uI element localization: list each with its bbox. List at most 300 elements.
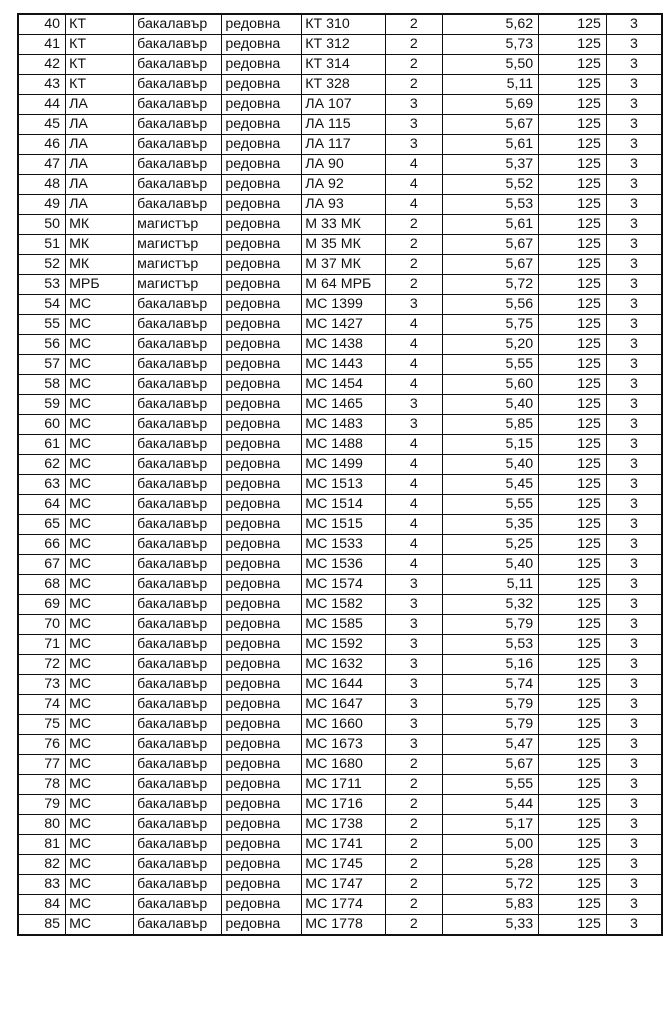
category-cell: 3 [606, 735, 662, 755]
table-row [18, 115, 662, 135]
grade-cell: 5,16 [442, 655, 538, 675]
table-row [18, 155, 662, 175]
course-year-cell: 4 [385, 455, 442, 475]
grade-cell: 5,28 [442, 855, 538, 875]
table-row [18, 855, 662, 875]
study-form-cell: редовна [222, 35, 302, 55]
category-cell: 3 [606, 175, 662, 195]
row-number-cell: 44 [18, 95, 66, 115]
row-number-cell: 63 [18, 475, 66, 495]
category-cell: 3 [606, 755, 662, 775]
student-id-cell: МС 1513 [302, 475, 385, 495]
student-id-cell: МС 1711 [302, 775, 385, 795]
program-code-cell: ЛА [66, 115, 134, 135]
course-year-cell: 2 [385, 14, 442, 35]
grade-cell: 5,61 [442, 215, 538, 235]
grade-cell: 5,61 [442, 135, 538, 155]
table-row [18, 635, 662, 655]
student-id-cell: МС 1427 [302, 315, 385, 335]
course-year-cell: 2 [385, 75, 442, 95]
program-code-cell: МК [66, 235, 134, 255]
study-form-cell: редовна [222, 315, 302, 335]
grade-cell: 5,55 [442, 355, 538, 375]
program-code-cell: ЛА [66, 95, 134, 115]
program-code-cell: МС [66, 795, 134, 815]
degree-cell: бакалавър [134, 455, 222, 475]
student-id-cell: МС 1680 [302, 755, 385, 775]
row-number-cell: 52 [18, 255, 66, 275]
student-id-cell: М 64 МРБ [302, 275, 385, 295]
category-cell: 3 [606, 655, 662, 675]
student-id-cell: МС 1592 [302, 635, 385, 655]
row-number-cell: 60 [18, 415, 66, 435]
course-year-cell: 3 [385, 715, 442, 735]
student-id-cell: М 33 МК [302, 215, 385, 235]
study-form-cell: редовна [222, 255, 302, 275]
amount-cell: 125 [539, 275, 607, 295]
student-id-cell: МС 1465 [302, 395, 385, 415]
degree-cell: бакалавър [134, 915, 222, 936]
student-id-cell: МС 1536 [302, 555, 385, 575]
course-year-cell: 4 [385, 435, 442, 455]
course-year-cell: 3 [385, 135, 442, 155]
student-id-cell: ЛА 92 [302, 175, 385, 195]
category-cell: 3 [606, 355, 662, 375]
amount-cell: 125 [539, 295, 607, 315]
student-id-cell: МС 1745 [302, 855, 385, 875]
table-row [18, 335, 662, 355]
table-row [18, 615, 662, 635]
table-row [18, 755, 662, 775]
category-cell: 3 [606, 14, 662, 35]
course-year-cell: 4 [385, 335, 442, 355]
study-form-cell: редовна [222, 195, 302, 215]
amount-cell: 125 [539, 655, 607, 675]
amount-cell: 125 [539, 475, 607, 495]
category-cell: 3 [606, 615, 662, 635]
program-code-cell: МС [66, 475, 134, 495]
table-row [18, 795, 662, 815]
grade-cell: 5,79 [442, 715, 538, 735]
amount-cell: 125 [539, 75, 607, 95]
category-cell: 3 [606, 635, 662, 655]
study-form-cell: редовна [222, 915, 302, 936]
student-id-cell: МС 1438 [302, 335, 385, 355]
row-number-cell: 73 [18, 675, 66, 695]
table-row [18, 895, 662, 915]
study-form-cell: редовна [222, 815, 302, 835]
table-row [18, 235, 662, 255]
table-row [18, 495, 662, 515]
row-number-cell: 49 [18, 195, 66, 215]
degree-cell: бакалавър [134, 595, 222, 615]
study-form-cell: редовна [222, 335, 302, 355]
student-id-cell: МС 1585 [302, 615, 385, 635]
grade-cell: 5,62 [442, 14, 538, 35]
program-code-cell: МК [66, 215, 134, 235]
category-cell: 3 [606, 575, 662, 595]
grade-cell: 5,75 [442, 315, 538, 335]
table-row [18, 175, 662, 195]
degree-cell: бакалавър [134, 555, 222, 575]
study-form-cell: редовна [222, 235, 302, 255]
row-number-cell: 81 [18, 835, 66, 855]
grade-cell: 5,72 [442, 275, 538, 295]
program-code-cell: МС [66, 575, 134, 595]
table-row [18, 95, 662, 115]
student-id-cell: МС 1774 [302, 895, 385, 915]
degree-cell: бакалавър [134, 435, 222, 455]
student-id-cell: КТ 312 [302, 35, 385, 55]
amount-cell: 125 [539, 595, 607, 615]
study-form-cell: редовна [222, 435, 302, 455]
program-code-cell: МК [66, 255, 134, 275]
row-number-cell: 69 [18, 595, 66, 615]
program-code-cell: МС [66, 375, 134, 395]
study-form-cell: редовна [222, 155, 302, 175]
course-year-cell: 2 [385, 795, 442, 815]
degree-cell: бакалавър [134, 35, 222, 55]
study-form-cell: редовна [222, 795, 302, 815]
student-id-cell: МС 1454 [302, 375, 385, 395]
category-cell: 3 [606, 555, 662, 575]
program-code-cell: МС [66, 555, 134, 575]
study-form-cell: редовна [222, 695, 302, 715]
amount-cell: 125 [539, 235, 607, 255]
category-cell: 3 [606, 675, 662, 695]
course-year-cell: 2 [385, 55, 442, 75]
student-id-cell: МС 1673 [302, 735, 385, 755]
grade-cell: 5,67 [442, 115, 538, 135]
degree-cell: бакалавър [134, 755, 222, 775]
category-cell: 3 [606, 535, 662, 555]
row-number-cell: 76 [18, 735, 66, 755]
program-code-cell: МС [66, 415, 134, 435]
category-cell: 3 [606, 795, 662, 815]
table-row [18, 375, 662, 395]
grade-cell: 5,56 [442, 295, 538, 315]
category-cell: 3 [606, 235, 662, 255]
grade-cell: 5,11 [442, 575, 538, 595]
study-form-cell: редовна [222, 595, 302, 615]
category-cell: 3 [606, 835, 662, 855]
degree-cell: бакалавър [134, 515, 222, 535]
course-year-cell: 4 [385, 355, 442, 375]
degree-cell: бакалавър [134, 14, 222, 35]
amount-cell: 125 [539, 815, 607, 835]
table-row [18, 555, 662, 575]
amount-cell: 125 [539, 535, 607, 555]
degree-cell: бакалавър [134, 535, 222, 555]
program-code-cell: МС [66, 355, 134, 375]
amount-cell: 125 [539, 495, 607, 515]
grade-cell: 5,25 [442, 535, 538, 555]
row-number-cell: 64 [18, 495, 66, 515]
category-cell: 3 [606, 195, 662, 215]
row-number-cell: 51 [18, 235, 66, 255]
amount-cell: 125 [539, 875, 607, 895]
amount-cell: 125 [539, 775, 607, 795]
program-code-cell: МС [66, 675, 134, 695]
grade-cell: 5,74 [442, 675, 538, 695]
student-id-cell: МС 1747 [302, 875, 385, 895]
program-code-cell: МС [66, 535, 134, 555]
course-year-cell: 3 [385, 575, 442, 595]
degree-cell: бакалавър [134, 135, 222, 155]
student-id-cell: МС 1716 [302, 795, 385, 815]
student-id-cell: КТ 314 [302, 55, 385, 75]
study-form-cell: редовна [222, 475, 302, 495]
study-form-cell: редовна [222, 835, 302, 855]
table-row [18, 55, 662, 75]
study-form-cell: редовна [222, 295, 302, 315]
category-cell: 3 [606, 715, 662, 735]
degree-cell: бакалавър [134, 355, 222, 375]
degree-cell: магистър [134, 235, 222, 255]
student-id-cell: МС 1582 [302, 595, 385, 615]
table-row [18, 455, 662, 475]
grade-cell: 5,60 [442, 375, 538, 395]
row-number-cell: 79 [18, 795, 66, 815]
student-id-cell: КТ 310 [302, 14, 385, 35]
degree-cell: бакалавър [134, 335, 222, 355]
study-form-cell: редовна [222, 855, 302, 875]
table-row [18, 355, 662, 375]
grade-cell: 5,47 [442, 735, 538, 755]
table-row [18, 435, 662, 455]
degree-cell: бакалавър [134, 575, 222, 595]
study-form-cell: редовна [222, 575, 302, 595]
study-form-cell: редовна [222, 395, 302, 415]
grade-cell: 5,37 [442, 155, 538, 175]
course-year-cell: 4 [385, 375, 442, 395]
study-form-cell: редовна [222, 95, 302, 115]
amount-cell: 125 [539, 35, 607, 55]
course-year-cell: 3 [385, 735, 442, 755]
amount-cell: 125 [539, 315, 607, 335]
course-year-cell: 2 [385, 895, 442, 915]
row-number-cell: 72 [18, 655, 66, 675]
row-number-cell: 75 [18, 715, 66, 735]
degree-cell: бакалавър [134, 715, 222, 735]
grade-cell: 5,32 [442, 595, 538, 615]
degree-cell: бакалавър [134, 115, 222, 135]
table-row [18, 475, 662, 495]
grade-cell: 5,85 [442, 415, 538, 435]
student-id-cell: МС 1399 [302, 295, 385, 315]
row-number-cell: 54 [18, 295, 66, 315]
row-number-cell: 42 [18, 55, 66, 75]
row-number-cell: 70 [18, 615, 66, 635]
amount-cell: 125 [539, 755, 607, 775]
category-cell: 3 [606, 75, 662, 95]
student-id-cell: МС 1738 [302, 815, 385, 835]
course-year-cell: 2 [385, 215, 442, 235]
row-number-cell: 48 [18, 175, 66, 195]
student-id-cell: ЛА 115 [302, 115, 385, 135]
amount-cell: 125 [539, 355, 607, 375]
category-cell: 3 [606, 695, 662, 715]
amount-cell: 125 [539, 615, 607, 635]
row-number-cell: 67 [18, 555, 66, 575]
table-row [18, 735, 662, 755]
course-year-cell: 4 [385, 555, 442, 575]
table-row [18, 835, 662, 855]
course-year-cell: 2 [385, 835, 442, 855]
degree-cell: бакалавър [134, 795, 222, 815]
amount-cell: 125 [539, 735, 607, 755]
student-id-cell: ЛА 117 [302, 135, 385, 155]
grade-cell: 5,52 [442, 175, 538, 195]
grade-cell: 5,79 [442, 695, 538, 715]
student-id-cell: МС 1660 [302, 715, 385, 735]
grade-cell: 5,50 [442, 55, 538, 75]
category-cell: 3 [606, 335, 662, 355]
table-row [18, 715, 662, 735]
grade-cell: 5,55 [442, 495, 538, 515]
table-row [18, 75, 662, 95]
study-form-cell: редовна [222, 615, 302, 635]
category-cell: 3 [606, 855, 662, 875]
amount-cell: 125 [539, 195, 607, 215]
table-row [18, 14, 662, 35]
grade-cell: 5,72 [442, 875, 538, 895]
course-year-cell: 4 [385, 155, 442, 175]
degree-cell: бакалавър [134, 155, 222, 175]
amount-cell: 125 [539, 515, 607, 535]
table-row [18, 875, 662, 895]
course-year-cell: 3 [385, 395, 442, 415]
category-cell: 3 [606, 255, 662, 275]
program-code-cell: МС [66, 735, 134, 755]
degree-cell: бакалавър [134, 395, 222, 415]
grade-cell: 5,53 [442, 195, 538, 215]
student-id-cell: МС 1632 [302, 655, 385, 675]
study-form-cell: редовна [222, 655, 302, 675]
amount-cell: 125 [539, 55, 607, 75]
course-year-cell: 2 [385, 875, 442, 895]
degree-cell: бакалавър [134, 835, 222, 855]
row-number-cell: 71 [18, 635, 66, 655]
degree-cell: бакалавър [134, 735, 222, 755]
category-cell: 3 [606, 395, 662, 415]
table-row [18, 575, 662, 595]
course-year-cell: 3 [385, 415, 442, 435]
category-cell: 3 [606, 315, 662, 335]
amount-cell: 125 [539, 455, 607, 475]
study-form-cell: редовна [222, 75, 302, 95]
row-number-cell: 55 [18, 315, 66, 335]
student-id-cell: МС 1778 [302, 915, 385, 936]
amount-cell: 125 [539, 155, 607, 175]
degree-cell: бакалавър [134, 775, 222, 795]
row-number-cell: 46 [18, 135, 66, 155]
course-year-cell: 3 [385, 675, 442, 695]
student-id-cell: М 37 МК [302, 255, 385, 275]
grade-cell: 5,40 [442, 455, 538, 475]
row-number-cell: 45 [18, 115, 66, 135]
study-form-cell: редовна [222, 375, 302, 395]
grade-cell: 5,67 [442, 235, 538, 255]
row-number-cell: 65 [18, 515, 66, 535]
program-code-cell: ЛА [66, 195, 134, 215]
row-number-cell: 59 [18, 395, 66, 415]
row-number-cell: 82 [18, 855, 66, 875]
study-form-cell: редовна [222, 535, 302, 555]
category-cell: 3 [606, 155, 662, 175]
table-row [18, 675, 662, 695]
category-cell: 3 [606, 275, 662, 295]
course-year-cell: 4 [385, 315, 442, 335]
grade-cell: 5,79 [442, 615, 538, 635]
course-year-cell: 4 [385, 535, 442, 555]
category-cell: 3 [606, 875, 662, 895]
student-id-cell: МС 1443 [302, 355, 385, 375]
program-code-cell: МС [66, 335, 134, 355]
grade-cell: 5,40 [442, 555, 538, 575]
course-year-cell: 3 [385, 295, 442, 315]
row-number-cell: 56 [18, 335, 66, 355]
course-year-cell: 2 [385, 755, 442, 775]
study-form-cell: редовна [222, 415, 302, 435]
table-row [18, 915, 662, 936]
student-id-cell: МС 1644 [302, 675, 385, 695]
row-number-cell: 66 [18, 535, 66, 555]
table-row [18, 135, 662, 155]
program-code-cell: МС [66, 435, 134, 455]
table-row [18, 255, 662, 275]
category-cell: 3 [606, 35, 662, 55]
amount-cell: 125 [539, 555, 607, 575]
table-row [18, 35, 662, 55]
grade-cell: 5,53 [442, 635, 538, 655]
row-number-cell: 58 [18, 375, 66, 395]
amount-cell: 125 [539, 895, 607, 915]
row-number-cell: 61 [18, 435, 66, 455]
program-code-cell: МС [66, 695, 134, 715]
course-year-cell: 2 [385, 35, 442, 55]
row-number-cell: 74 [18, 695, 66, 715]
degree-cell: бакалавър [134, 655, 222, 675]
degree-cell: бакалавър [134, 295, 222, 315]
program-code-cell: КТ [66, 35, 134, 55]
degree-cell: бакалавър [134, 95, 222, 115]
row-number-cell: 43 [18, 75, 66, 95]
table-row [18, 595, 662, 615]
amount-cell: 125 [539, 855, 607, 875]
amount-cell: 125 [539, 415, 607, 435]
study-form-cell: редовна [222, 775, 302, 795]
amount-cell: 125 [539, 435, 607, 455]
grade-cell: 5,00 [442, 835, 538, 855]
program-code-cell: МС [66, 635, 134, 655]
grade-cell: 5,44 [442, 795, 538, 815]
program-code-cell: МРБ [66, 275, 134, 295]
program-code-cell: МС [66, 715, 134, 735]
course-year-cell: 2 [385, 915, 442, 936]
degree-cell: бакалавър [134, 415, 222, 435]
study-form-cell: редовна [222, 715, 302, 735]
program-code-cell: МС [66, 855, 134, 875]
course-year-cell: 3 [385, 695, 442, 715]
study-form-cell: редовна [222, 735, 302, 755]
category-cell: 3 [606, 135, 662, 155]
table-row [18, 775, 662, 795]
grade-cell: 5,33 [442, 915, 538, 936]
amount-cell: 125 [539, 575, 607, 595]
grade-cell: 5,11 [442, 75, 538, 95]
study-form-cell: редовна [222, 515, 302, 535]
